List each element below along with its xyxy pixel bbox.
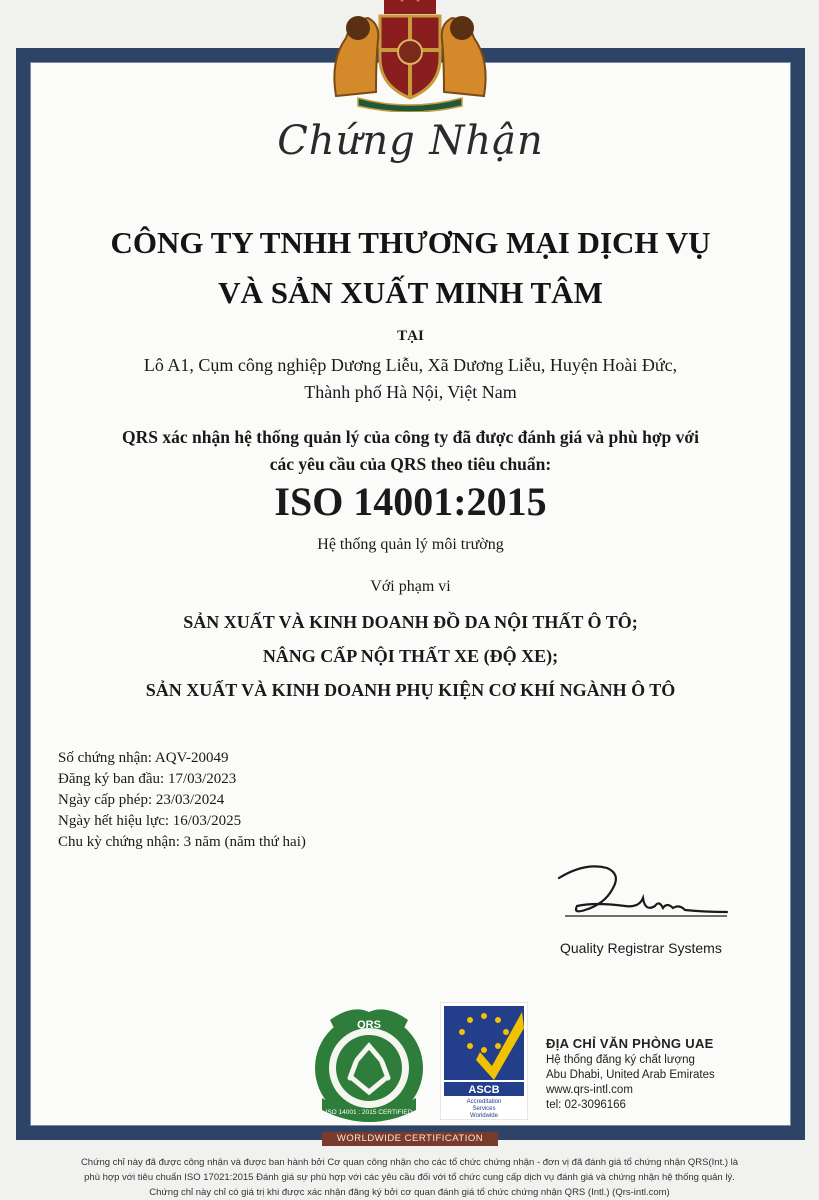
footer-line1: Chứng chỉ này đã được công nhận và được ban hành bởi Cơ quan công nhận cho các tổ chức chứng nhận - đơn vị đã đánh giá tổ chứng nhận QRS(Int.) là <box>80 1157 739 1168</box>
issuer-name: Quality Registrar Systems <box>560 940 722 956</box>
at-label: TẠI <box>397 328 424 344</box>
statement-line1: QRS xác nhận hệ thống quản lý của công ty đã được đánh giá và phù hợp với <box>122 427 699 447</box>
standard-description: Hệ thống quản lý môi trường <box>317 536 504 553</box>
ascb-sub2: Services <box>472 1106 496 1112</box>
scope-item: NÂNG CẤP NỘI THẤT XE (ĐỘ XE); <box>262 646 559 666</box>
initial-registration-date: Đăng ký ban đầu: 17/03/2023 <box>58 771 237 787</box>
company-name-line1: CÔNG TY TNHH THƯƠNG MẠI DỊCH VỤ <box>110 225 711 260</box>
scope-list <box>30 605 791 707</box>
address-line1: Lô A1, Cụm công nghiệp Dương Liễu, Xã Dương Liễu, Huyện Hoài Đức, <box>143 355 678 375</box>
uae-office-phone: tel: 02-3096166 <box>546 1099 626 1111</box>
certification-cycle: Chu kỳ chứng nhận: 3 năm (năm thứ hai) <box>58 834 306 850</box>
company-address <box>30 352 791 406</box>
qrs-logo-text: QRS <box>357 1019 381 1031</box>
worldwide-certification-bar: WORLDWIDE CERTIFICATION <box>322 1132 498 1146</box>
signature-icon <box>555 858 735 928</box>
uae-office-line1: Hệ thống đăng ký chất lượng <box>546 1054 695 1066</box>
coat-of-arms-icon <box>318 0 502 112</box>
ascb-text: ASCB <box>468 1084 500 1096</box>
qrs-certification-logo <box>312 1002 427 1127</box>
footer-note <box>0 1155 819 1200</box>
uae-office-line2: Abu Dhabi, United Arab Emirates <box>546 1069 715 1081</box>
address-line2: Thành phố Hà Nội, Việt Nam <box>304 382 517 402</box>
standard-title: ISO 14001:2015 <box>274 479 547 524</box>
certificate-heading: Chứng Nhận <box>277 118 544 164</box>
qrs-ring-text: ISO 14001 : 2015 CERTIFIED <box>325 1109 413 1116</box>
scope-item: SẢN XUẤT VÀ KINH DOANH PHỤ KIỆN CƠ KHÍ NGÀNH Ô TÔ <box>145 680 676 700</box>
uae-office-info <box>546 1036 715 1113</box>
issue-date: Ngày cấp phép: 23/03/2024 <box>58 792 225 808</box>
statement-line2: các yêu cầu của QRS theo tiêu chuẩn: <box>269 454 552 474</box>
ascb-sub3: Worldwide <box>470 1113 498 1119</box>
expiry-date: Ngày hết hiệu lực: 16/03/2025 <box>58 813 242 829</box>
uae-office-title: ĐỊA CHỈ VĂN PHÒNG UAE <box>546 1036 714 1051</box>
scope-item: SẢN XUẤT VÀ KINH DOANH ĐỒ DA NỘI THẤT Ô TÔ; <box>183 612 638 632</box>
ascb-accreditation-logo <box>440 1002 528 1120</box>
certificate-details <box>58 748 306 853</box>
certification-statement <box>30 424 791 478</box>
company-name <box>30 218 791 318</box>
footer-line3: Chứng chỉ này chỉ có giá trị khi được xác nhận đăng ký bởi cơ quan đánh giá tổ chức chứng nhận QRS (Intl.) (Qrs-intl.com) <box>149 1187 670 1198</box>
ascb-sub1: Accreditation <box>466 1099 502 1105</box>
uae-office-website: www.qrs-intl.com <box>546 1084 633 1096</box>
company-name-line2: VÀ SẢN XUẤT MINH TÂM <box>218 275 603 310</box>
scope-label: Với phạm vi <box>370 578 451 595</box>
footer-line2: phù hợp với tiêu chuẩn ISO 17021:2015 Đánh giá sự phù hợp với các yêu cầu đối với tổ chức cung cấp dịch vụ đánh giá và chứng nhận hệ thống quản lý. <box>84 1172 735 1183</box>
certificate-number: Số chứng nhận: AQV-20049 <box>58 750 229 766</box>
